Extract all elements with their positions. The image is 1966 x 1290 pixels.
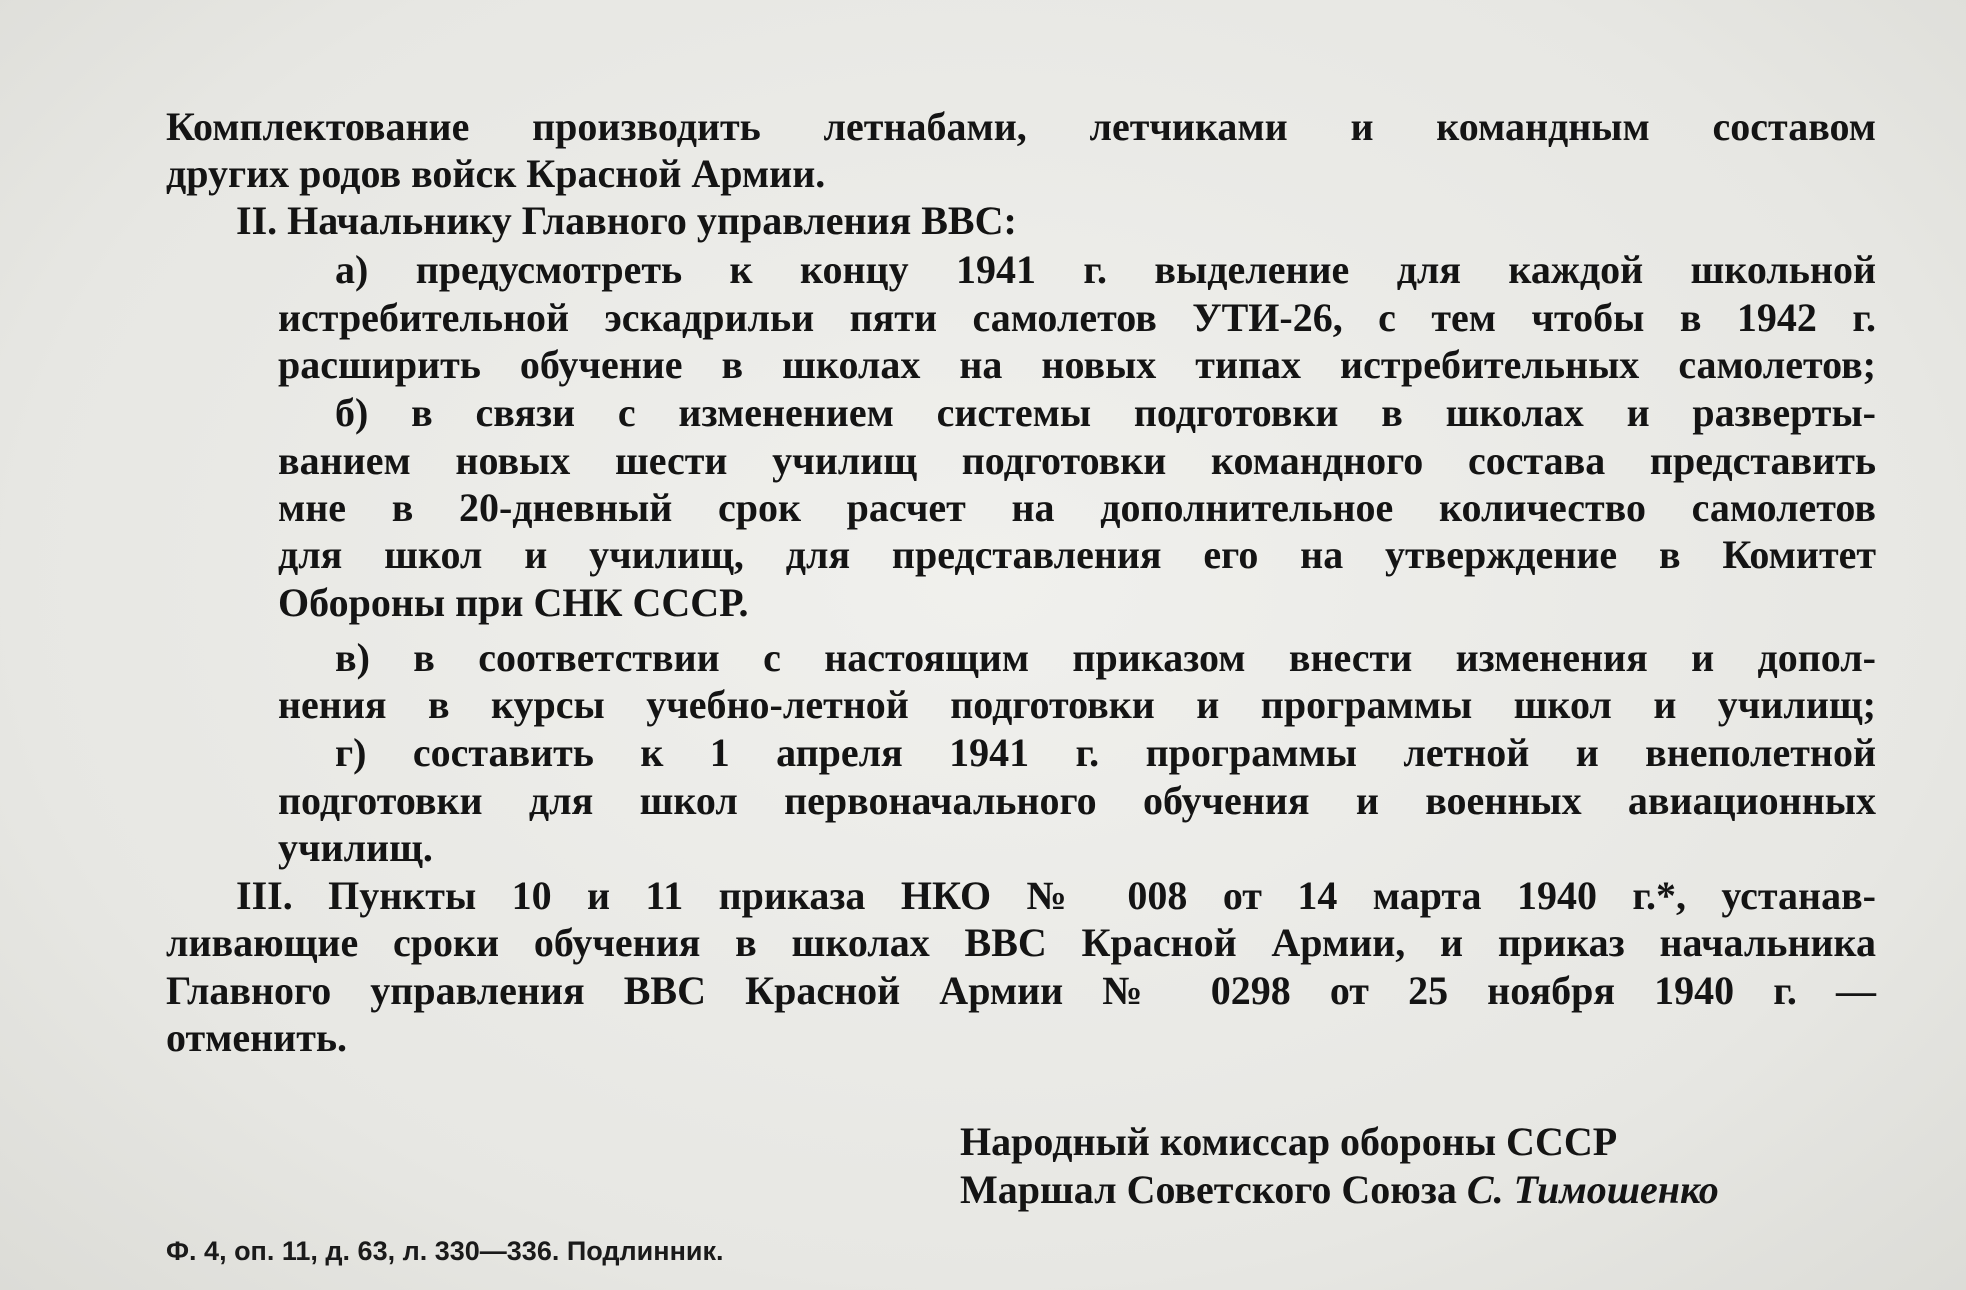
list-item-line: а) предусмотреть к концу 1941 г. выделение для каждой школьной [335, 247, 1876, 292]
list-item-line: б) в связи с изменением системы подготовки в школах и разверты- [335, 390, 1876, 435]
signature-line [960, 1166, 1719, 1214]
list-item-line: училищ. [278, 825, 433, 870]
list-item-line: мне в 20-дневный срок расчет на дополнительное количество самолетов [278, 485, 1876, 530]
paragraph-line: ливающие сроки обучения в школах ВВС Красной Армии, и приказ начальника [166, 920, 1876, 965]
paragraph-line: других родов войск Красной Армии. [166, 151, 826, 196]
list-item-line: истребительной эскадрильи пяти самолетов УТИ-26, с тем чтобы в 1942 г. [278, 295, 1876, 340]
signature-rank: Маршал Советского Союза [960, 1167, 1457, 1212]
paragraph-line: отменить. [166, 1015, 348, 1060]
paragraph-line: Главного управления ВВС Красной Армии № 0298 от 25 ноября 1940 г. — [166, 968, 1876, 1013]
list-item-line: нения в курсы учебно-летной подготовки и программы школ и училищ; [278, 682, 1876, 727]
signature-title: Народный комиссар обороны СССР [960, 1119, 1618, 1164]
list-item-line: г) составить к 1 апреля 1941 г. программы летной и внеполетной [335, 730, 1876, 775]
list-item-line: подготовки для школ первоначального обучения и военных авиационных [278, 778, 1876, 823]
list-item-line: расширить обучение в школах на новых типах истребительных самолетов; [278, 342, 1876, 387]
section-heading: II. Начальнику Главного управления ВВС: [236, 198, 1017, 243]
archive-reference: Ф. 4, оп. 11, д. 63, л. 330—336. Подлинник. [166, 1236, 724, 1266]
list-item-line: ванием новых шести училищ подготовки командного состава представить [278, 438, 1876, 483]
signature-name: С. Тимошенко [1466, 1167, 1719, 1212]
paragraph-line: III. Пункты 10 и 11 приказа НКО № 008 от 14 марта 1940 г.*, устанав- [236, 873, 1876, 918]
list-item-line: в) в соответствии с настоящим приказом внести изменения и допол- [335, 635, 1876, 680]
paragraph-line: Комплектование производить летнабами, летчиками и командным составом [166, 104, 1876, 149]
list-item-line: для школ и училищ, для представления его на утверждение в Комитет [278, 532, 1876, 577]
list-item-line: Обороны при СНК СССР. [278, 580, 749, 625]
